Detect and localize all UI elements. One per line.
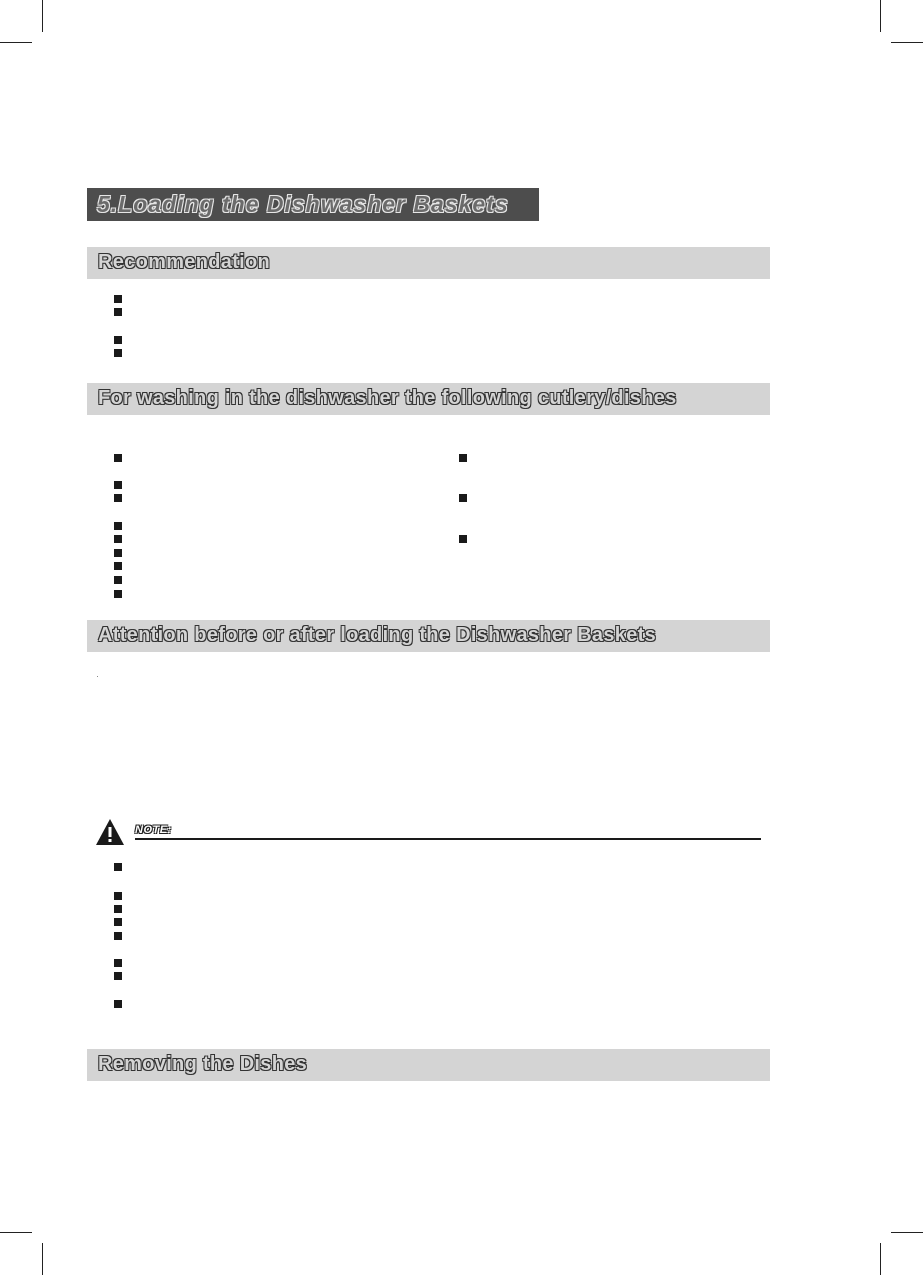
bullet-icon bbox=[114, 932, 122, 940]
bullet-icon bbox=[114, 308, 122, 316]
bullet-icon bbox=[114, 295, 122, 303]
bullet-icon bbox=[114, 972, 122, 980]
crop-mark bbox=[42, 1243, 43, 1275]
bullet-icon bbox=[459, 454, 467, 462]
crop-mark bbox=[891, 1232, 923, 1233]
crop-mark bbox=[880, 1243, 881, 1275]
bullet-icon bbox=[114, 905, 122, 913]
bullet-icon bbox=[114, 576, 122, 584]
bullet-icon bbox=[114, 522, 122, 530]
crop-mark bbox=[0, 42, 32, 43]
bullet-icon bbox=[459, 494, 467, 502]
bullet-icon bbox=[114, 562, 122, 570]
bullet-icon bbox=[114, 494, 122, 502]
bullet-icon bbox=[114, 481, 122, 489]
crop-mark bbox=[891, 42, 923, 43]
section-header-removing bbox=[87, 1049, 770, 1081]
bullet-icon bbox=[114, 918, 122, 926]
note-label: NOTE: bbox=[135, 824, 172, 836]
section-title-attention: Attention before or after loading the Dishwasher Baskets bbox=[98, 624, 657, 646]
stray-dot bbox=[97, 676, 98, 677]
bullet-icon bbox=[114, 454, 122, 462]
bullet-icon bbox=[114, 1000, 122, 1008]
chapter-title-bar bbox=[87, 188, 539, 221]
bullet-icon bbox=[114, 549, 122, 557]
bullet-icon bbox=[114, 892, 122, 900]
bullet-icon bbox=[114, 349, 122, 357]
warning-icon bbox=[95, 818, 125, 846]
bullet-icon bbox=[114, 863, 122, 871]
section-header-attention bbox=[87, 620, 770, 652]
bullet-icon bbox=[114, 535, 122, 543]
section-header-recommendation bbox=[87, 247, 770, 279]
bullet-icon bbox=[114, 959, 122, 967]
section-header-washing bbox=[87, 383, 770, 415]
crop-mark bbox=[0, 1232, 32, 1233]
chapter-title: 5.Loading the Dishwasher Baskets bbox=[97, 191, 509, 217]
section-title-recommendation: Recommendation bbox=[98, 251, 271, 273]
note-divider bbox=[135, 838, 761, 840]
section-title-washing: For washing in the dishwasher the following cutlery/dishes bbox=[98, 387, 677, 409]
crop-mark bbox=[42, 0, 43, 32]
bullet-icon bbox=[459, 535, 467, 543]
bullet-icon bbox=[114, 336, 122, 344]
crop-mark bbox=[880, 0, 881, 32]
section-title-removing: Removing the Dishes bbox=[98, 1053, 308, 1075]
bullet-icon bbox=[114, 590, 122, 598]
